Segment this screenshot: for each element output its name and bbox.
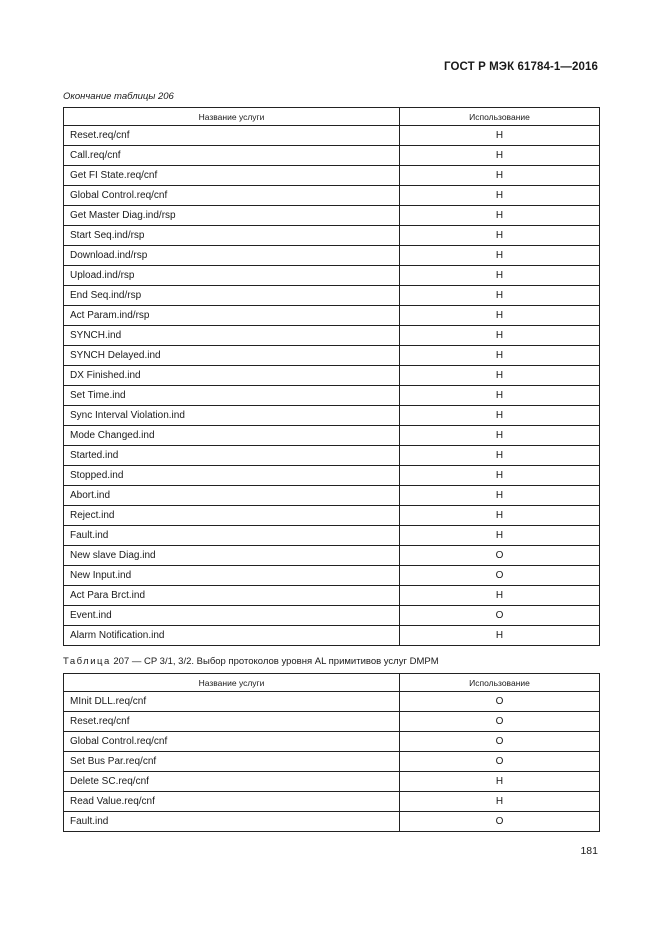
- table-row: [64, 606, 600, 626]
- table-row: [64, 692, 600, 712]
- service-name-cell: Alarm Notification.ind: [64, 626, 400, 646]
- usage-cell: Н: [400, 772, 600, 792]
- document-header: ГОСТ Р МЭК 61784-1—2016: [444, 61, 598, 73]
- table-206-caption: Окончание таблицы 206: [63, 91, 174, 102]
- usage-cell: Н: [400, 466, 600, 486]
- usage-cell: О: [400, 606, 600, 626]
- column-header-service-name: Название услуги: [64, 674, 400, 692]
- table-row: [64, 752, 600, 772]
- table-row: [64, 446, 600, 466]
- table-206-body: [64, 126, 600, 646]
- column-header-service-name: Название услуги: [64, 108, 400, 126]
- service-name-cell: Get Master Diag.ind/rsp: [64, 206, 400, 226]
- usage-cell: О: [400, 812, 600, 832]
- table-row: [64, 286, 600, 306]
- table-row: [64, 792, 600, 812]
- usage-cell: Н: [400, 366, 600, 386]
- table-row: [64, 566, 600, 586]
- service-name-cell: Global Control.req/cnf: [64, 186, 400, 206]
- service-name-cell: Fault.ind: [64, 812, 400, 832]
- usage-cell: Н: [400, 386, 600, 406]
- service-name-cell: Global Control.req/cnf: [64, 732, 400, 752]
- table-header-row: [64, 674, 600, 692]
- table-row: [64, 772, 600, 792]
- table-207-caption-text: 207 — CP 3/1, 3/2. Выбор протоколов уровня AL примитивов услуг DMPM: [110, 656, 439, 667]
- table-row: [64, 586, 600, 606]
- service-name-cell: SYNCH Delayed.ind: [64, 346, 400, 366]
- service-name-cell: Set Bus Par.req/cnf: [64, 752, 400, 772]
- usage-cell: Н: [400, 626, 600, 646]
- table-206: [63, 107, 600, 646]
- table-row: [64, 732, 600, 752]
- usage-cell: Н: [400, 586, 600, 606]
- table-row: [64, 246, 600, 266]
- column-header-usage: Использование: [400, 108, 600, 126]
- usage-cell: О: [400, 692, 600, 712]
- service-name-cell: Fault.ind: [64, 526, 400, 546]
- usage-cell: Н: [400, 446, 600, 466]
- usage-cell: Н: [400, 126, 600, 146]
- usage-cell: Н: [400, 246, 600, 266]
- table-row: [64, 226, 600, 246]
- usage-cell: Н: [400, 306, 600, 326]
- usage-cell: Н: [400, 506, 600, 526]
- table-row: [64, 326, 600, 346]
- service-name-cell: Act Para Brct.ind: [64, 586, 400, 606]
- service-name-cell: Abort.ind: [64, 486, 400, 506]
- service-name-cell: New slave Diag.ind: [64, 546, 400, 566]
- service-name-cell: Reset.req/cnf: [64, 126, 400, 146]
- service-name-cell: New Input.ind: [64, 566, 400, 586]
- table-row: [64, 306, 600, 326]
- service-name-cell: Started.ind: [64, 446, 400, 466]
- table-207-caption-label: Таблица: [63, 656, 111, 667]
- table-row: [64, 486, 600, 506]
- service-name-cell: Stopped.ind: [64, 466, 400, 486]
- usage-cell: О: [400, 566, 600, 586]
- service-name-cell: Upload.ind/rsp: [64, 266, 400, 286]
- page-number: 181: [580, 845, 598, 857]
- usage-cell: Н: [400, 186, 600, 206]
- usage-cell: О: [400, 752, 600, 772]
- table-row: [64, 386, 600, 406]
- table-row: [64, 146, 600, 166]
- usage-cell: Н: [400, 266, 600, 286]
- table-207-body: [64, 692, 600, 832]
- usage-cell: О: [400, 546, 600, 566]
- service-name-cell: Mode Changed.ind: [64, 426, 400, 446]
- usage-cell: Н: [400, 526, 600, 546]
- usage-cell: Н: [400, 406, 600, 426]
- service-name-cell: Reset.req/cnf: [64, 712, 400, 732]
- usage-cell: О: [400, 712, 600, 732]
- usage-cell: Н: [400, 486, 600, 506]
- service-name-cell: Read Value.req/cnf: [64, 792, 400, 812]
- table-row: [64, 186, 600, 206]
- table-row: [64, 366, 600, 386]
- usage-cell: Н: [400, 326, 600, 346]
- service-name-cell: Call.req/cnf: [64, 146, 400, 166]
- service-name-cell: Event.ind: [64, 606, 400, 626]
- table-header-row: [64, 108, 600, 126]
- service-name-cell: Act Param.ind/rsp: [64, 306, 400, 326]
- usage-cell: Н: [400, 166, 600, 186]
- usage-cell: Н: [400, 792, 600, 812]
- usage-cell: О: [400, 732, 600, 752]
- table-207-caption: [63, 656, 439, 667]
- table-row: [64, 506, 600, 526]
- table-row: [64, 546, 600, 566]
- usage-cell: Н: [400, 346, 600, 366]
- table-row: [64, 406, 600, 426]
- usage-cell: Н: [400, 426, 600, 446]
- table-row: [64, 426, 600, 446]
- service-name-cell: MInit DLL.req/cnf: [64, 692, 400, 712]
- table-row: [64, 526, 600, 546]
- table-row: [64, 206, 600, 226]
- table-row: [64, 346, 600, 366]
- table-row: [64, 266, 600, 286]
- service-name-cell: Sync Interval Violation.ind: [64, 406, 400, 426]
- table-row: [64, 466, 600, 486]
- table-row: [64, 626, 600, 646]
- usage-cell: Н: [400, 226, 600, 246]
- service-name-cell: End Seq.ind/rsp: [64, 286, 400, 306]
- usage-cell: Н: [400, 206, 600, 226]
- table-207: [63, 673, 600, 832]
- table-row: [64, 166, 600, 186]
- usage-cell: Н: [400, 286, 600, 306]
- table-row: [64, 126, 600, 146]
- table-row: [64, 812, 600, 832]
- service-name-cell: Download.ind/rsp: [64, 246, 400, 266]
- service-name-cell: Get FI State.req/cnf: [64, 166, 400, 186]
- service-name-cell: Start Seq.ind/rsp: [64, 226, 400, 246]
- service-name-cell: Reject.ind: [64, 506, 400, 526]
- service-name-cell: Set Time.ind: [64, 386, 400, 406]
- column-header-usage: Использование: [400, 674, 600, 692]
- service-name-cell: Delete SC.req/cnf: [64, 772, 400, 792]
- usage-cell: Н: [400, 146, 600, 166]
- service-name-cell: DX Finished.ind: [64, 366, 400, 386]
- table-row: [64, 712, 600, 732]
- service-name-cell: SYNCH.ind: [64, 326, 400, 346]
